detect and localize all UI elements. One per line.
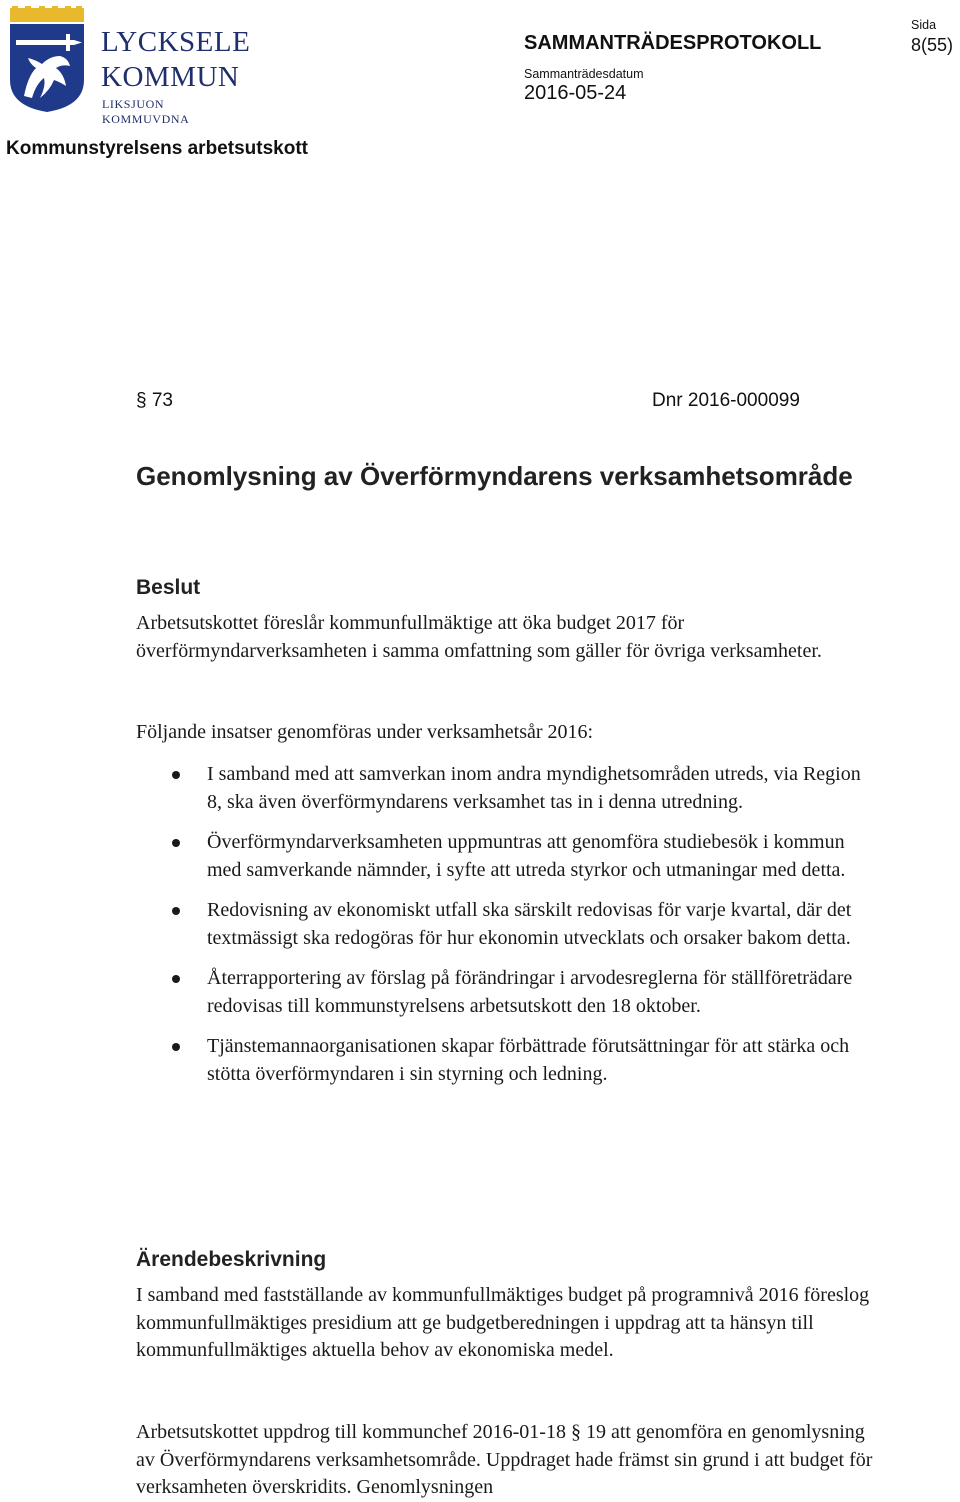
committee-name: Kommunstyrelsens arbetsutskott: [6, 138, 308, 159]
list-item: [136, 761, 876, 816]
bullet-icon: [172, 907, 180, 915]
bullet-icon: [172, 839, 180, 847]
arendebeskrivning-heading: Ärendebeskrivning: [136, 1248, 327, 1271]
list-item-text: Överförmyndarverksamheten uppmuntras att genomföra studiebesök i kommun med samverkande nämnder, i syfte att utreda styrkor och utmaningar med detta.: [207, 831, 846, 881]
page-number: 8(55): [911, 35, 954, 55]
list-item-text: Återrapportering av förslag på förändringar i arvodesreglerna för ställföreträdare redovisas till kommunstyrelsens arbetsutskott den 18 oktober.: [207, 967, 853, 1017]
list-item: [136, 1033, 876, 1088]
page-label: Sida: [911, 18, 937, 32]
list-item-text: Tjänstemannaorganisationen skapar förbättrade förutsättningar för att stärka och stötta överförmyndaren i sin styrning och ledning.: [207, 1035, 850, 1085]
list-item-text: I samband med att samverkan inom andra myndighetsområden utreds, via Region 8, ska även överförmyndarens verksamhet tas in i denna utredning.: [207, 763, 861, 813]
list-item: [136, 897, 876, 952]
bullet-icon: [172, 771, 180, 779]
coat-of-arms-icon: [6, 6, 88, 114]
list-item: [136, 965, 876, 1020]
arendebeskrivning-paragraph-2: Arbetsutskottet uppdrog till kommunchef 2016-01-18 § 19 att genomföra en genomlysning av Överförmyndarens verksamhetsområde. Uppdraget hade främst sin grund i att budget för verksamheten överskridits. Genomlysningen: [136, 1421, 873, 1498]
date-value: 2016-05-24: [524, 82, 627, 104]
beslut-bullet-list: [136, 761, 876, 1101]
beslut-heading: Beslut: [136, 576, 201, 599]
date-label: Sammanträdesdatum: [524, 67, 644, 81]
arendebeskrivning-paragraph-1: I samband med fastställande av kommunfullmäktiges budget på programnivå 2016 föreslog kommunfullmäktiges presidium att ge budgetberedningen i uppdrag att ta hänsyn till kommunfullmäktiges aktuella behov av ekonomiska medel.: [136, 1284, 870, 1361]
logo-line-2: KOMMUN: [101, 61, 240, 93]
bullet-icon: [172, 1043, 180, 1051]
beslut-intro: Följande insatser genomföras under verksamhetsår 2016:: [136, 721, 594, 743]
list-item: [136, 829, 876, 884]
diary-number: Dnr 2016-000099: [652, 390, 800, 411]
page-title: Genomlysning av Överförmyndarens verksamhetsområde: [136, 461, 853, 491]
logo-line-3: LIKSJUON KOMMUVDNA: [102, 97, 190, 126]
municipality-logo: [6, 6, 251, 126]
logo-line-1: LYCKSELE: [101, 26, 251, 58]
document-type: SAMMANTRÄDESPROTOKOLL: [524, 32, 822, 54]
paragraph-number: § 73: [136, 390, 173, 411]
list-item-text: Redovisning av ekonomiskt utfall ska särskilt redovisas för varje kvartal, där det textmässigt ska redogöras för hur ekonomin utvecklats och orsaker bakom detta.: [207, 899, 852, 949]
beslut-text: Arbetsutskottet föreslår kommunfullmäktige att öka budget 2017 för överförmyndarverksamheten i samma omfattning som gäller för övriga verksamheter.: [136, 612, 822, 662]
bullet-icon: [172, 975, 180, 983]
